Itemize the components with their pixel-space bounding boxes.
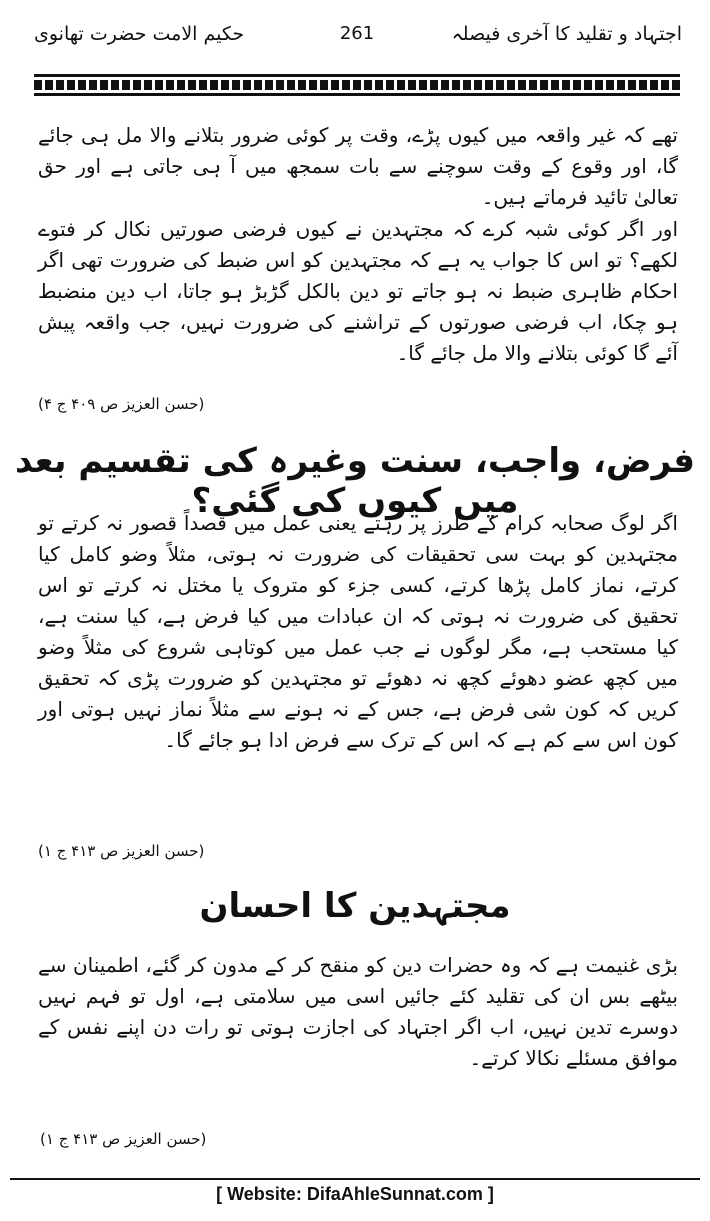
header-divider-top bbox=[34, 74, 680, 77]
website-footer: [ Website: DifaAhleSunnat.com ] bbox=[216, 1184, 494, 1204]
section-heading-mujtahidin: مجتہدین کا احسان bbox=[199, 886, 511, 926]
paragraph-1: تھے کہ غیر واقعہ میں کیوں پڑے، وقت پر کوئی ضرور بتلانے والا مل ہی جائے گا، اور وقوع کے وقت سوچنے سے بات سمجھ میں آ ہی جاتی ہے اور حق تعالیٰ تائید فرماتے ہیں۔ bbox=[38, 123, 678, 209]
header-book-title: اجتہاد و تقلید کا آخری فیصلہ bbox=[451, 23, 682, 45]
section-heading-obligations: فرض، واجب، سنت وغیرہ کی تقسیم بعد میں کیوں کی گئی؟ bbox=[14, 441, 696, 521]
footer-divider bbox=[10, 1178, 700, 1180]
header-author: حکیم الامت حضرت تھانوی bbox=[34, 23, 245, 45]
citation-2: (حسن العزیز ص ۴۱۳ ج ۱) bbox=[38, 842, 205, 860]
paragraph-4: بڑی غنیمت ہے کہ وہ حضرات دین کو منقح کر کے مدون کر گئے، اطمینان سے بیٹھے بس ان کی تقلید کئے جائیں اسی میں سلامتی ہے، اول تو فہم نہیں دوسرے تدین نہیں، اب اگر اجتہاد کی اجازت ہوتی تو رات دن اپنے نفس کے موافق مسئلے نکالا کرتے۔ bbox=[38, 953, 678, 1070]
paragraph-2: اور اگر کوئی شبہ کرے کہ مجتہدین نے کیوں فرضی صورتیں نکال کر فتوے لکھے؟ تو اس کا جواب یہ ہے کہ مجتہدین کو اس ضبط کی ضرورت تھی اگر احکام ظاہری ضبط نہ ہو جاتے تو دین بالکل گڑبڑ ہو جاتا، اب دین منضبط ہو چکا، اب فرضی صورتوں کے تراشنے کی ضرورت نہیں، جب واقعہ پیش آئے گا کوئی بتلانے والا مل جائے گا۔ bbox=[38, 217, 678, 365]
citation-3: (حسن العزیز ص ۴۱۳ ج ۱) bbox=[40, 1130, 207, 1148]
page-number: 261 bbox=[339, 23, 375, 44]
header-divider-ornament bbox=[34, 80, 680, 90]
citation-1: (حسن العزیز ص ۴۰۹ ج ۴) bbox=[38, 395, 205, 413]
paragraph-3: اگر لوگ صحابہ کرام کے طرز پر رہتے یعنی عمل میں قصداً قصور نہ کرتے تو مجتہدین کو بہت سی تحقیقات کی ضرورت نہ ہوتی، مثلاً وضو کامل کیا کرتے، نماز کامل پڑھا کرتے، کسی جزء کو متروک یا مختل نہ کرتے تو اس تحقیق کی ضرورت نہ ہوتی کہ ان عبادات میں کیا فرض ہے، کیا سنت ہے، کیا مستحب ہے، مگر لوگوں نے جب عمل میں کوتاہی شروع کی مثلاً وضو میں کچھ عضو دھوئے کچھ نہ دھوئے تو مجتہدین کو ضرورت پڑی کہ تحقیق کریں کہ کون شی فرض ہے، جس کے نہ ہونے سے مثلاً نماز نہیں ہوتی اور کون اس سے کم ہے کہ اس کے ترک سے فرض ادا ہو جائے گا۔ bbox=[38, 511, 678, 752]
header-divider-bottom bbox=[34, 93, 680, 96]
